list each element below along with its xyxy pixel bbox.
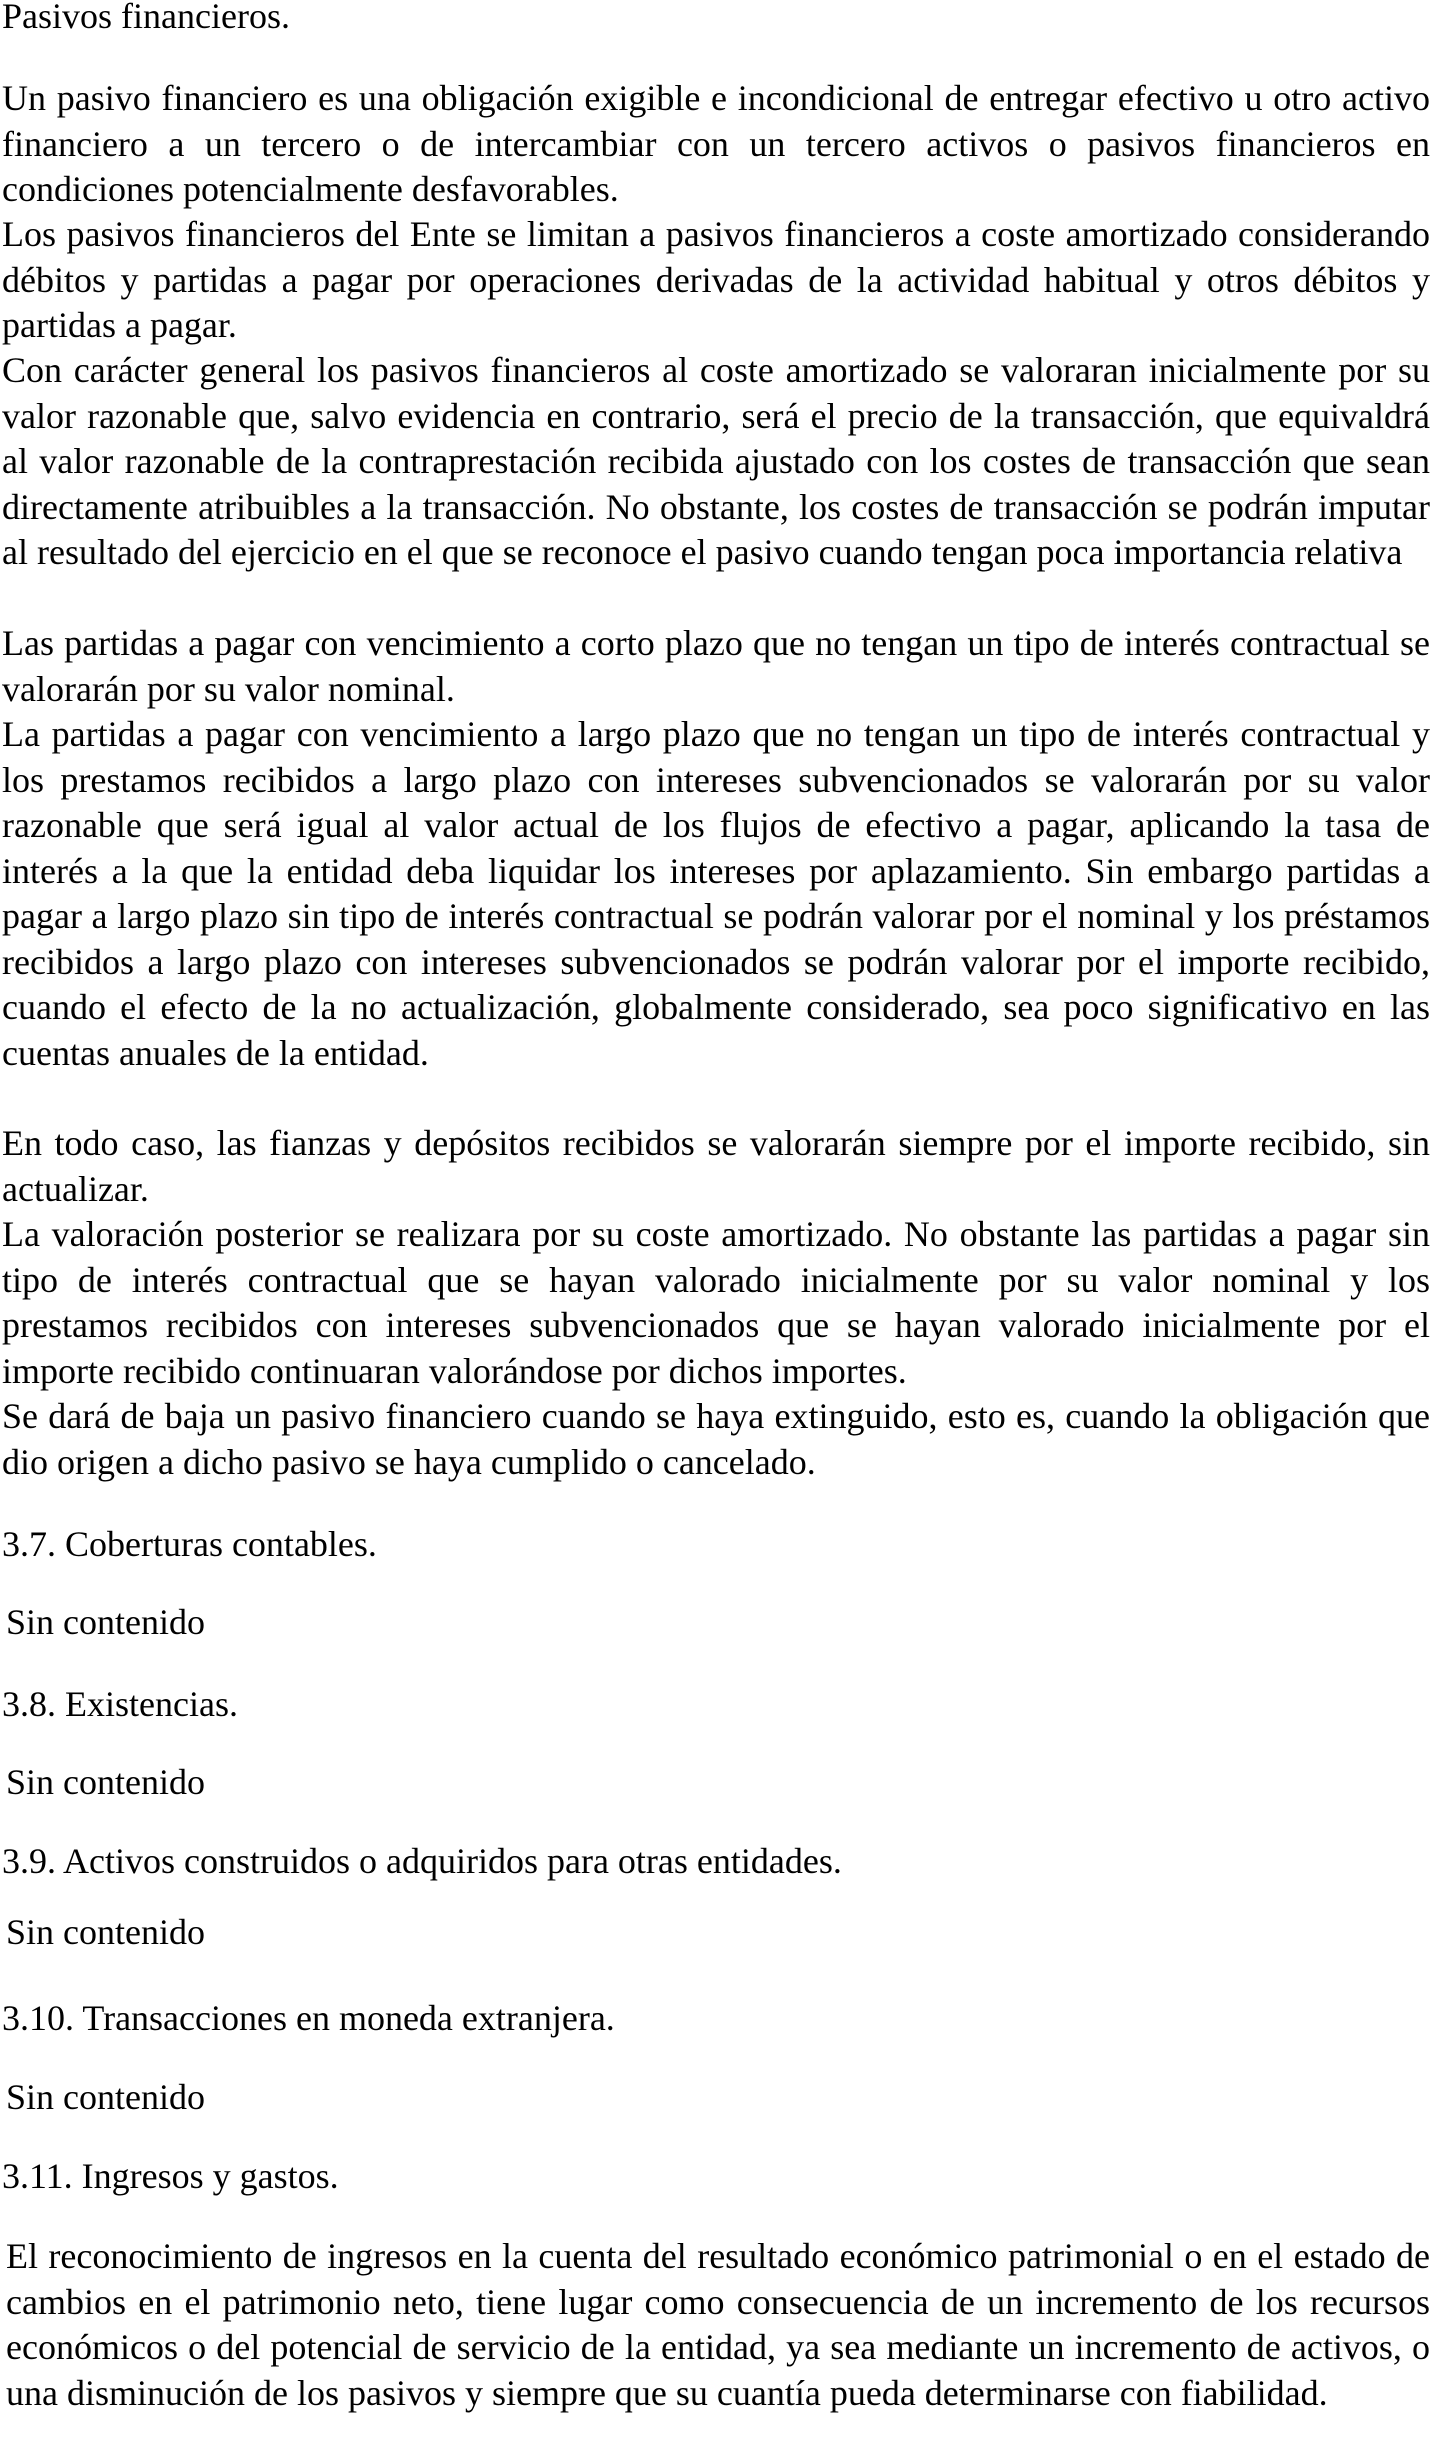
paragraph: Se dará de baja un pasivo financiero cuando se haya extinguido, esto es, cuando la obligación que dio origen a dicho pasivo se haya cumplido o cancelado. — [2, 1396, 1430, 1482]
section-title: 3.10. Transacciones en moneda extranjera. — [2, 1998, 615, 2038]
section-title: 3.9. Activos construidos o adquiridos para otras entidades. — [2, 1841, 842, 1881]
paragraph: Los pasivos financieros del Ente se limitan a pasivos financieros a coste amortizado considerando débitos y partidas a pagar por operaciones derivadas de la actividad habitual y otros débitos y partidas a pagar. — [2, 214, 1430, 345]
section-heading: Pasivos financieros. — [2, 0, 290, 36]
paragraph: Con carácter general los pasivos financieros al coste amortizado se valoraran inicialmente por su valor razonable que, salvo evidencia en contrario, será el precio de la transacción, que equivaldrá al valor razonable de la contraprestación recibida ajustado con los costes de transacción que sean directamente atribuibles a la transacción. No obstante, los costes de transacción se podrán imputar al resultado del ejercicio en el que se reconoce el pasivo cuando tengan poca importancia relativa — [2, 350, 1430, 572]
section-title: 3.11. Ingresos y gastos. — [2, 2156, 339, 2196]
section-body: El reconocimiento de ingresos en la cuenta del resultado económico patrimonial o en el estado de cambios en el patrimonio neto, tiene lugar como consecuencia de un incremento de los recursos económicos o del potencial de servicio de la entidad, ya sea mediante un incremento de activos, o una disminución de los pasivos y siempre que su cuantía pueda determinarse con fiabilidad. — [6, 2236, 1430, 2413]
section-body: Sin contenido — [6, 1912, 205, 1952]
paragraph: Un pasivo financiero es una obligación exigible e incondicional de entregar efectivo u otro activo financiero a un tercero o de intercambiar con un tercero activos o pasivos financieros en condiciones potencialmente desfavorables. — [2, 78, 1430, 209]
section-title: 3.7. Coberturas contables. — [2, 1524, 377, 1564]
paragraph: La partidas a pagar con vencimiento a largo plazo que no tengan un tipo de interés contractual y los prestamos recibidos a largo plazo con intereses subvencionados se valorarán por su valor razonable que será igual al valor actual de los flujos de efectivo a pagar, aplicando la tasa de interés a la que la entidad deba liquidar los intereses por aplazamiento. Sin embargo partidas a pagar a largo plazo sin tipo de interés contractual se podrán valorar por el nominal y los préstamos recibidos a largo plazo con intereses subvencionados se podrán valorar por el importe recibido, cuando el efecto de la no actualización, globalmente considerado, sea poco significativo en las cuentas anuales de la entidad. — [2, 714, 1430, 1073]
section-body: Sin contenido — [6, 1762, 205, 1802]
paragraph: Las partidas a pagar con vencimiento a corto plazo que no tengan un tipo de interés contractual se valorarán por su valor nominal. — [2, 623, 1430, 709]
section-body: Sin contenido — [6, 1602, 205, 1642]
paragraph: En todo caso, las fianzas y depósitos recibidos se valorarán siempre por el importe recibido, sin actualizar. — [2, 1123, 1430, 1209]
section-title: 3.8. Existencias. — [2, 1684, 238, 1724]
section-body: Sin contenido — [6, 2077, 205, 2117]
paragraph: La valoración posterior se realizara por su coste amortizado. No obstante las partidas a pagar sin tipo de interés contractual que se hayan valorado inicialmente por su valor nominal y los prestamos recibidos con intereses subvencionados que se hayan valorado inicialmente por el importe recibido continuaran valorándose por dichos importes. — [2, 1214, 1430, 1391]
